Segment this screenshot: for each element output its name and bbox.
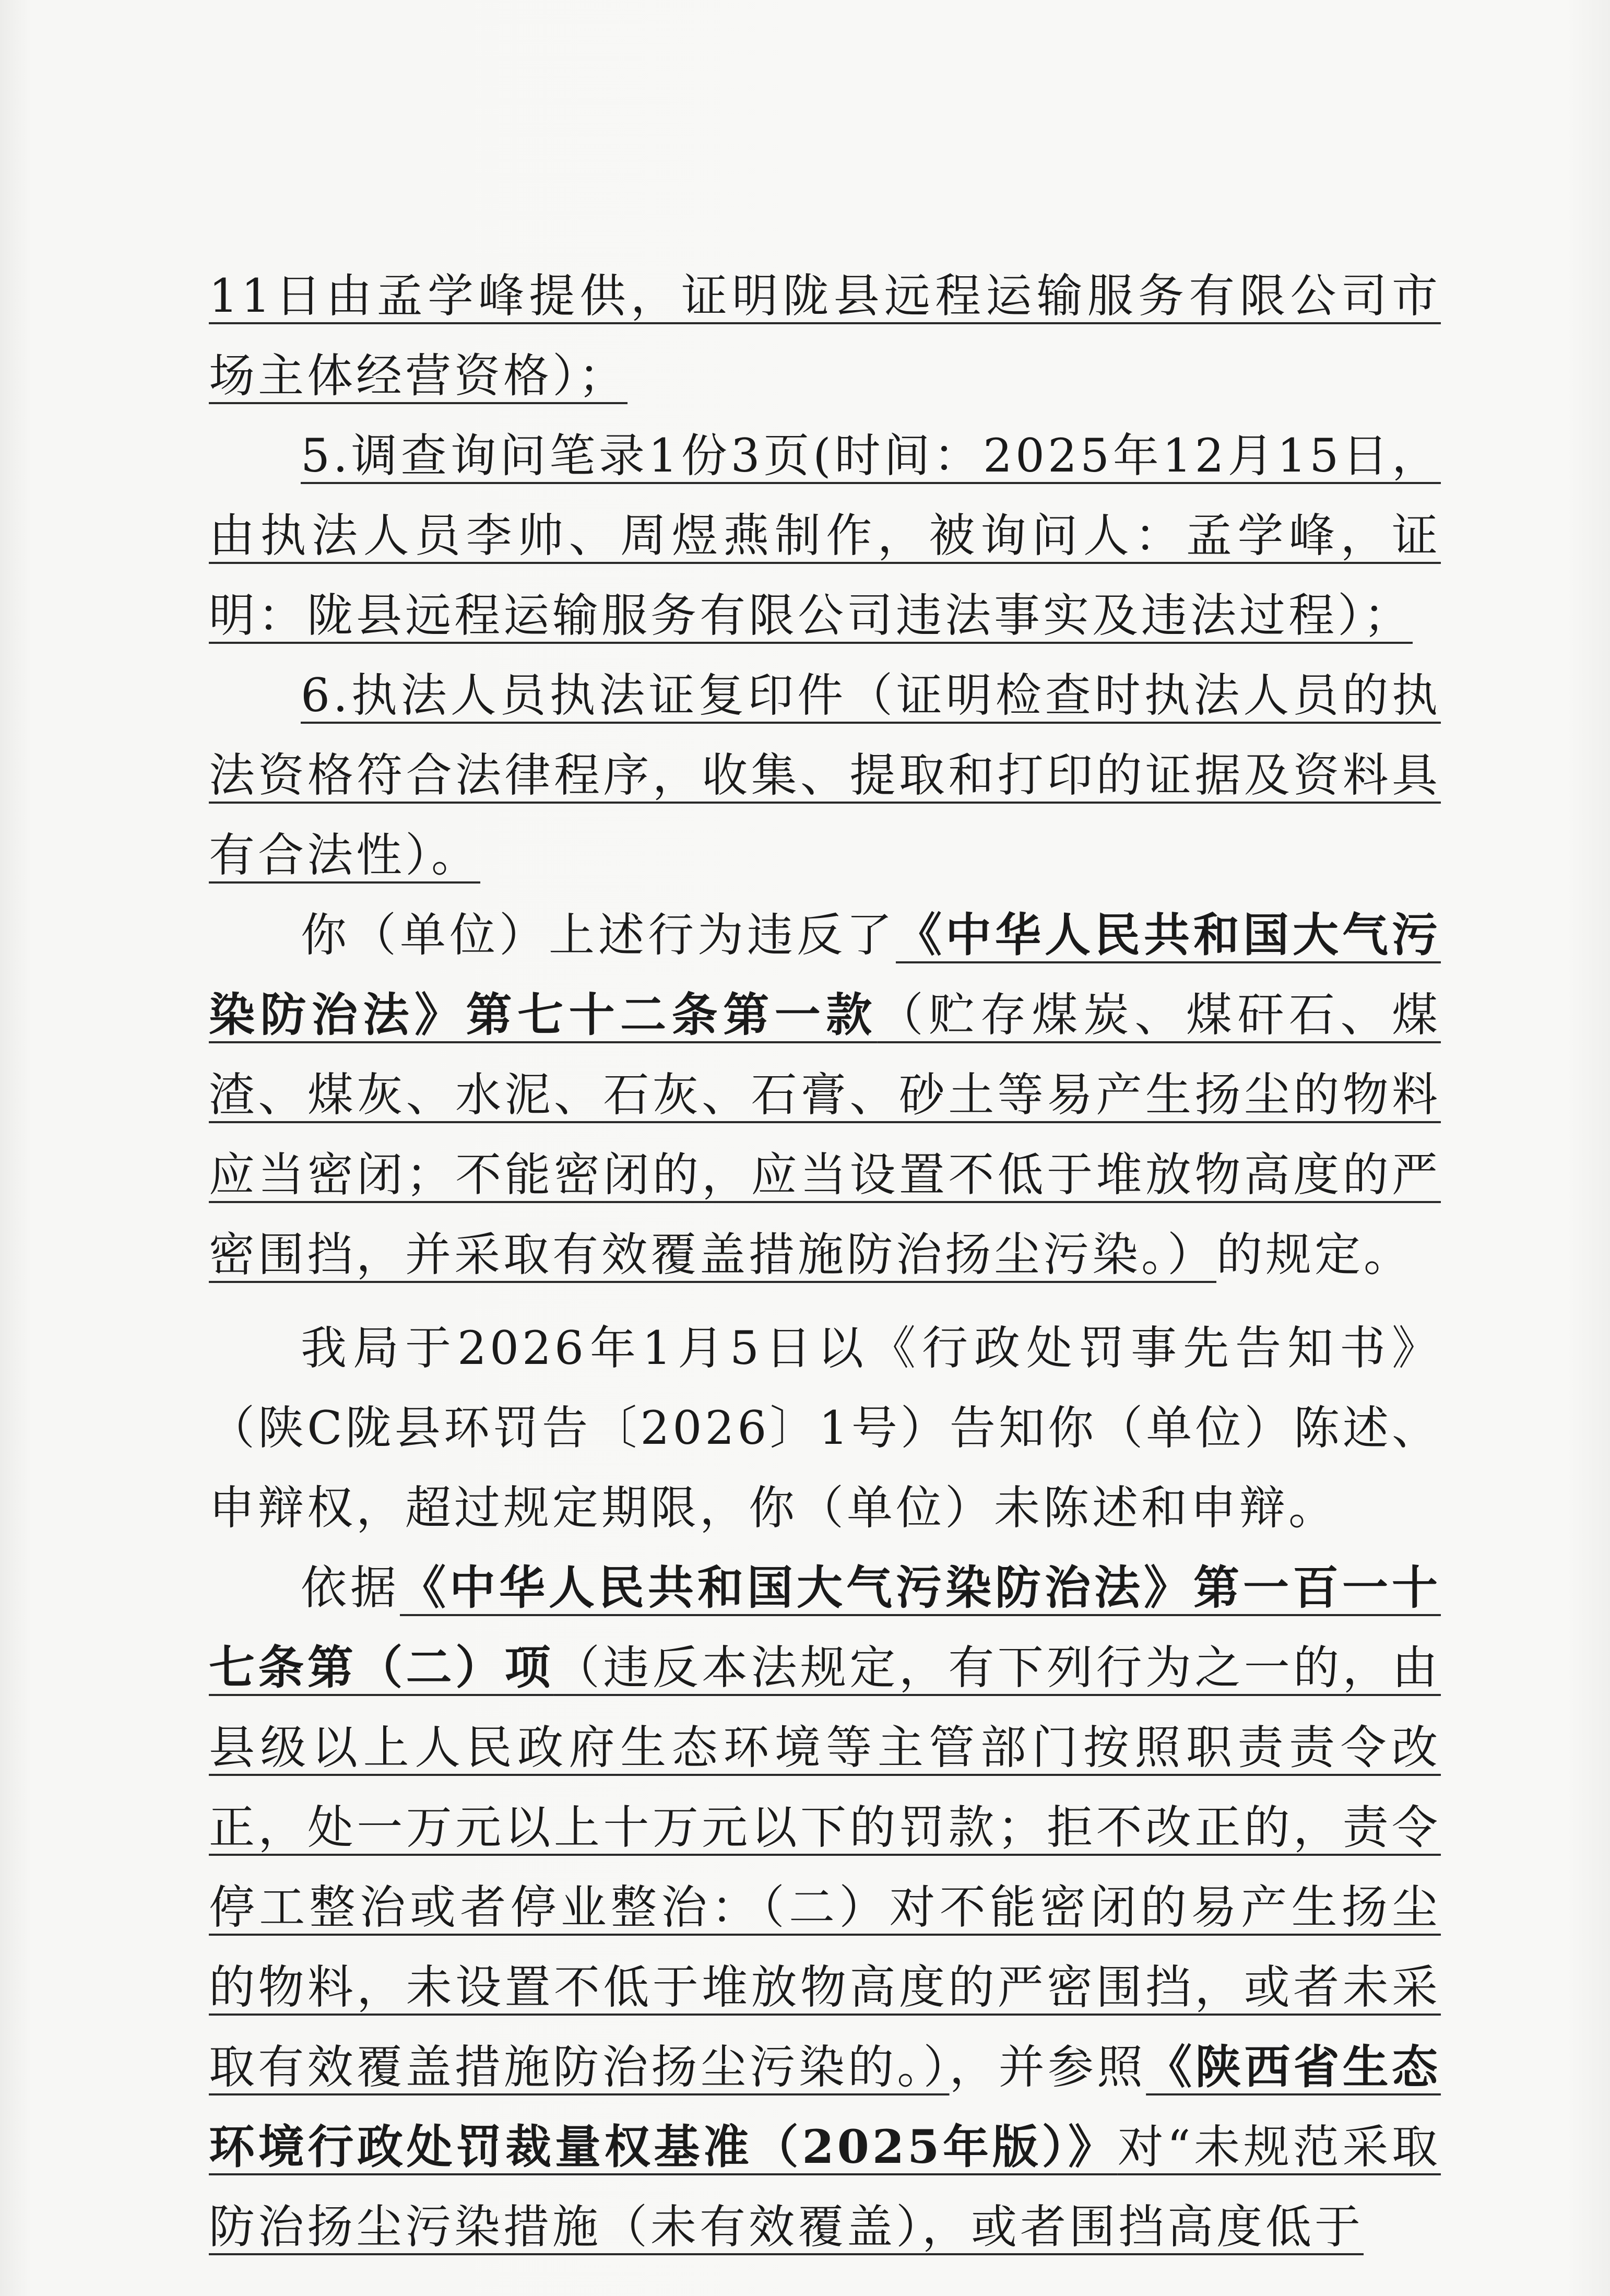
legal-citation: 《中华人民共和国大气污染防治法》第一百一十七条第（二）项 xyxy=(209,1560,1441,1694)
text-run: ，并参照 xyxy=(949,2040,1146,2094)
paragraph xyxy=(209,655,1441,895)
text-run: 的规定。 xyxy=(1216,1228,1413,1281)
underlined-text: 5.调查询问笔录1份3页(时间：2025年12月15日，由执法人员李帅、周煜燕制作，被询问人：孟学峰，证明：陇县远程运输服务有限公司违法事实及违法过程）； xyxy=(209,429,1441,642)
legal-citation: 《中华人民共和国大气污染防治法》第七十二条第一款 xyxy=(209,908,1441,1042)
underlined-text: （违反本法规定，有下列行为之一的，由县级以上人民政府生态环境等主管部门按照职责责令改正，处一万元以上十万元以下的罚款；拒不改正的，责令停工整治或者停业整治：（二）对不能密闭的易产生扬尘的物料，未设置不低于堆放物高度的严密围挡，或者未采取有效覆盖措施防治扬尘污染的。） xyxy=(209,1641,1441,2094)
text-run: 我局于2026年1月5日以《行政处罚事先告知书》（陕C陇县环罚告〔2026〕1号）告知你（单位）陈述、申辩权，超过规定期限，你（单位）未陈述和申辩。 xyxy=(209,1321,1441,1535)
paragraph xyxy=(209,895,1441,1294)
legal-citation: 《陕西省生态环境行政处罚裁量权基准（2025年版）》 xyxy=(209,2040,1441,2174)
document-body xyxy=(209,256,1441,2267)
paragraph xyxy=(209,1548,1441,2267)
underlined-text: 6.执法人员执法证复印件（证明检查时执法人员的执法资格符合法律程序，收集、提取和打印的证据及资料具有合法性）。 xyxy=(209,668,1441,882)
text-run: 依据 xyxy=(301,1561,400,1615)
underlined-text: （贮存煤炭、煤矸石、煤渣、煤灰、水泥、石灰、石膏、砂土等易产生扬尘的物料应当密闭；不能密闭的，应当设置不低于堆放物高度的严密围挡，并采取有效覆盖措施防治扬尘污染。） xyxy=(209,988,1441,1281)
paragraph xyxy=(209,1308,1441,1548)
paragraph xyxy=(209,416,1441,655)
paragraph xyxy=(209,256,1441,416)
underlined-text: 对“未规范采取防治扬尘污染措施（未有效覆盖），或者围挡高度低于 xyxy=(209,2120,1441,2254)
underlined-text: 11日由孟学峰提供，证明陇县远程运输服务有限公司市场主体经营资格）； xyxy=(209,269,1441,403)
text-run: 你（单位）上述行为违反了 xyxy=(301,908,896,962)
